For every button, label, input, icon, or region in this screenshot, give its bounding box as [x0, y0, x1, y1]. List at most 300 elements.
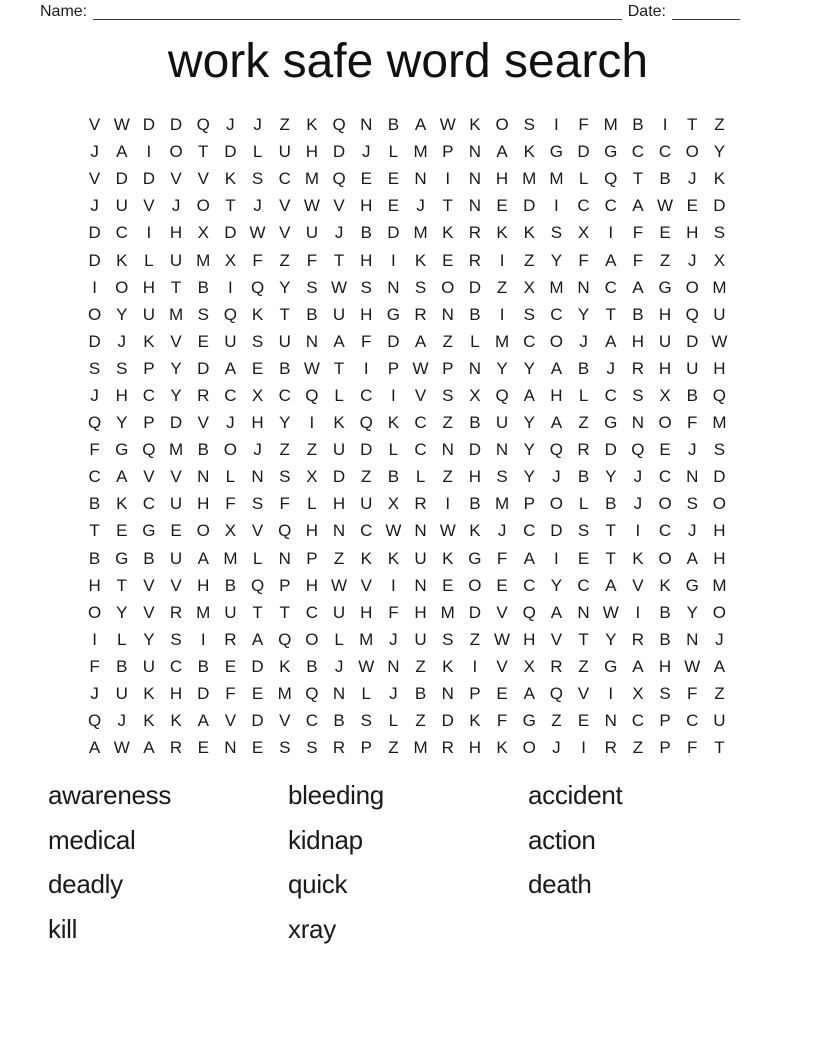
grid-letter: B: [605, 494, 617, 514]
grid-letter: V: [496, 602, 508, 622]
grid-letter: Y: [496, 358, 508, 378]
grid-letter: J: [253, 196, 262, 216]
grid-letter: N: [577, 277, 590, 297]
grid-letter: U: [305, 223, 319, 243]
grid-letter: T: [605, 548, 616, 568]
grid-letter: Y: [523, 413, 535, 433]
grid-letter: A: [333, 331, 345, 351]
grid-letter: I: [445, 494, 451, 514]
grid-letter: D: [604, 440, 617, 460]
grid-letter: Z: [578, 656, 589, 676]
grid-letter: T: [252, 602, 263, 622]
grid-letter: Z: [496, 277, 508, 297]
grid-letter: H: [115, 385, 128, 405]
grid-letter: B: [279, 358, 291, 378]
grid-letter: L: [470, 331, 480, 351]
grid-letter: Q: [549, 684, 564, 704]
grid-letter: F: [496, 548, 508, 568]
grid-letter: E: [387, 196, 400, 216]
grid-letter: J: [416, 196, 425, 216]
grid-letter: L: [388, 440, 399, 460]
grid-letter: J: [715, 629, 724, 649]
grid-letter: Z: [388, 738, 399, 758]
grid-letter: Y: [116, 602, 128, 622]
grid-letter: P: [659, 711, 671, 731]
grid-letter: E: [577, 548, 590, 568]
grid-letter: A: [414, 115, 427, 135]
grid-letter: Q: [332, 115, 346, 135]
grid-letter: X: [306, 467, 318, 487]
grid-letter: I: [309, 413, 315, 433]
grid-letter: N: [468, 169, 482, 189]
grid-letter: K: [251, 304, 264, 324]
grid-letter: N: [468, 196, 482, 216]
grid-letter: C: [305, 602, 319, 622]
grid-letter: G: [115, 548, 129, 568]
grid-letter: D: [224, 223, 237, 243]
grid-letter: H: [88, 575, 101, 595]
grid-letter: Q: [250, 575, 265, 595]
grid-letter: C: [278, 385, 291, 405]
grid-letter: J: [171, 196, 181, 216]
grid-letter: T: [279, 602, 290, 622]
grid-letter: Y: [686, 602, 698, 622]
grid-letter: E: [251, 684, 264, 704]
grid-letter: Q: [549, 440, 564, 460]
grid-letter: Z: [632, 738, 644, 758]
grid-letter: I: [554, 548, 559, 568]
grid-letter: Y: [170, 358, 182, 378]
grid-letter: F: [632, 250, 644, 270]
grid-letter: I: [581, 738, 586, 758]
grid-letter: L: [578, 169, 589, 189]
grid-letter: N: [441, 684, 454, 704]
grid-letter: I: [391, 250, 396, 270]
grid-letter: C: [360, 385, 373, 405]
grid-letter: R: [550, 656, 563, 676]
grid-letter: S: [659, 684, 671, 704]
grid-letter: Y: [116, 304, 128, 324]
grid-letter: L: [252, 548, 263, 568]
grid-letter: H: [305, 142, 319, 162]
grid-letter: H: [495, 169, 509, 189]
grid-letter: J: [90, 142, 99, 162]
grid-letter: B: [197, 656, 209, 676]
grid-letter: M: [359, 629, 374, 649]
grid-letter: G: [604, 413, 618, 433]
grid-letter: C: [414, 413, 427, 433]
grid-letter: A: [605, 331, 617, 351]
grid-letter: G: [604, 656, 618, 676]
grid-letter: V: [550, 629, 563, 649]
grid-letter: R: [631, 358, 645, 378]
grid-letter: S: [523, 115, 535, 135]
grid-letter: O: [196, 196, 210, 216]
grid-letter: D: [197, 358, 210, 378]
grid-letter: H: [305, 521, 319, 541]
grid-letter: S: [170, 629, 182, 649]
grid-letter: U: [169, 250, 183, 270]
grid-letter: Z: [415, 711, 426, 731]
grid-letter: Y: [279, 277, 291, 297]
grid-letter: M: [549, 277, 564, 297]
grid-letter: L: [388, 142, 399, 162]
grid-letter: P: [442, 142, 454, 162]
grid-letter: B: [414, 684, 427, 704]
grid-letter: D: [142, 115, 156, 135]
grid-letter: N: [686, 629, 699, 649]
grid-letter: D: [360, 440, 373, 460]
grid-letter: B: [686, 385, 698, 405]
grid-letter: I: [662, 115, 668, 135]
grid-letter: O: [87, 602, 102, 622]
grid-letter: T: [605, 521, 616, 541]
grid-letter: M: [494, 331, 510, 351]
grid-letter: U: [278, 331, 291, 351]
grid-letter: D: [686, 331, 699, 351]
grid-letter: W: [657, 196, 674, 216]
grid-letter: C: [686, 711, 699, 731]
grid-letter: J: [90, 684, 99, 704]
grid-letter: J: [687, 440, 697, 460]
grid-letter: D: [387, 223, 400, 243]
grid-letter: W: [113, 115, 130, 135]
grid-letter: R: [414, 494, 427, 514]
grid-letter: B: [143, 548, 155, 568]
grid-letter: G: [658, 277, 672, 297]
grid-letter: M: [196, 602, 211, 622]
grid-letter: Z: [306, 440, 318, 460]
grid-letter: Y: [170, 385, 182, 405]
grid-letter: S: [197, 304, 209, 324]
grid-letter: R: [577, 440, 590, 460]
grid-letter: B: [197, 277, 209, 297]
grid-letter: J: [226, 413, 235, 433]
grid-letter: R: [604, 738, 617, 758]
grid-letter: J: [606, 358, 615, 378]
grid-letter: S: [251, 494, 264, 514]
grid-letter: Q: [712, 385, 727, 405]
grid-letter: S: [116, 358, 128, 378]
grid-letter: H: [251, 413, 264, 433]
grid-letter: B: [632, 304, 644, 324]
grid-letter: L: [252, 142, 263, 162]
grid-letter: O: [712, 602, 727, 622]
grid-letter: I: [228, 277, 233, 297]
grid-letter: S: [279, 467, 291, 487]
grid-letter: E: [577, 711, 590, 731]
grid-letter: M: [413, 142, 428, 162]
grid-letter: O: [115, 277, 129, 297]
grid-letter: Y: [523, 467, 535, 487]
grid-letter: N: [441, 304, 454, 324]
grid-letter: P: [306, 548, 318, 568]
grid-letter: C: [142, 494, 156, 514]
grid-letter: K: [713, 169, 726, 189]
grid-letter: V: [143, 575, 155, 595]
grid-letter: W: [249, 223, 266, 243]
grid-letter: E: [496, 196, 508, 216]
grid-letter: K: [306, 115, 318, 135]
grid-letter: Z: [714, 115, 725, 135]
grid-letter: Y: [116, 413, 128, 433]
grid-letter: R: [169, 602, 183, 622]
grid-letter: E: [360, 169, 372, 189]
word-list-item: xray: [288, 913, 336, 944]
grid-letter: V: [170, 575, 182, 595]
grid-letter: J: [253, 115, 262, 135]
grid-letter: J: [334, 223, 344, 243]
grid-letter: L: [144, 250, 154, 270]
grid-letter: H: [360, 304, 373, 324]
grid-letter: V: [143, 467, 155, 487]
grid-letter: N: [360, 115, 373, 135]
grid-letter: G: [386, 304, 401, 324]
grid-letter: H: [631, 331, 645, 351]
grid-letter: T: [225, 196, 236, 216]
grid-letter: N: [414, 169, 427, 189]
grid-letter: F: [89, 440, 100, 460]
grid-letter: J: [633, 494, 643, 514]
grid-letter: J: [361, 142, 371, 162]
grid-letter: Y: [605, 467, 617, 487]
grid-letter: M: [413, 223, 428, 243]
grid-letter: K: [143, 331, 155, 351]
grid-letter: P: [659, 738, 671, 758]
grid-letter: G: [115, 440, 129, 460]
grid-letter: F: [225, 684, 236, 704]
grid-letter: M: [712, 575, 727, 595]
grid-letter: P: [143, 413, 155, 433]
grid-letter: V: [197, 413, 209, 433]
word-list-column: [528, 781, 768, 959]
grid-letter: B: [88, 494, 101, 514]
grid-letter: K: [116, 250, 128, 270]
grid-letter: R: [169, 738, 183, 758]
grid-letter: I: [608, 684, 614, 704]
grid-letter: U: [414, 629, 427, 649]
grid-letter: A: [116, 467, 128, 487]
grid-letter: C: [658, 467, 672, 487]
grid-letter: T: [89, 521, 100, 541]
grid-letter: S: [414, 277, 427, 297]
grid-letter: K: [414, 250, 427, 270]
grid-letter: V: [170, 331, 182, 351]
grid-letter: F: [361, 331, 372, 351]
grid-letter: J: [117, 331, 126, 351]
grid-letter: Q: [631, 440, 645, 460]
grid-letter: C: [631, 711, 645, 731]
grid-letter: N: [604, 711, 617, 731]
grid-letter: M: [168, 440, 184, 460]
grid-letter: Z: [333, 548, 345, 568]
grid-letter: N: [278, 548, 291, 568]
grid-letter: Q: [305, 684, 319, 704]
grid-letter: A: [632, 196, 644, 216]
grid-letter: V: [170, 467, 182, 487]
grid-letter: B: [306, 304, 318, 324]
grid-letter: H: [658, 656, 672, 676]
grid-letter: W: [331, 277, 348, 297]
grid-letter: I: [146, 142, 152, 162]
grid-letter: O: [685, 277, 699, 297]
grid-letter: S: [251, 169, 264, 189]
word-list-item: awareness: [48, 780, 172, 810]
grid-letter: A: [632, 656, 644, 676]
grid-letter: L: [578, 494, 589, 514]
grid-letter: C: [115, 223, 128, 243]
grid-letter: M: [223, 548, 238, 568]
grid-letter: D: [169, 115, 183, 135]
grid-letter: Z: [714, 684, 725, 704]
grid-letter: S: [279, 738, 291, 758]
grid-letter: H: [169, 684, 183, 704]
grid-letter: N: [495, 440, 509, 460]
grid-letter: P: [442, 358, 454, 378]
grid-letter: A: [550, 358, 563, 378]
grid-letter: Q: [278, 521, 292, 541]
grid-letter: V: [88, 169, 101, 189]
grid-letter: B: [659, 602, 671, 622]
grid-letter: T: [714, 738, 725, 758]
grid-letter: Z: [442, 467, 453, 487]
grid-letter: C: [523, 575, 536, 595]
grid-letter: O: [658, 413, 672, 433]
grid-letter: T: [632, 169, 644, 189]
grid-letter: N: [686, 467, 699, 487]
grid-letter: Z: [659, 250, 671, 270]
grid-letter: W: [113, 738, 130, 758]
grid-letter: I: [445, 169, 451, 189]
grid-letter: C: [414, 440, 427, 460]
grid-letter: D: [441, 711, 454, 731]
grid-letter: A: [88, 738, 101, 758]
grid-letter: K: [469, 711, 481, 731]
grid-letter: V: [577, 684, 590, 704]
grid-letter: S: [523, 304, 535, 324]
grid-letter: U: [278, 142, 291, 162]
grid-letter: M: [304, 169, 319, 189]
grid-letter: Q: [223, 304, 238, 324]
grid-letter: F: [89, 656, 100, 676]
grid-letter: K: [523, 223, 535, 243]
word-list-item: bleeding: [288, 780, 384, 810]
grid-letter: D: [387, 331, 400, 351]
grid-letter: F: [578, 115, 589, 135]
grid-letter: Y: [279, 413, 291, 433]
grid-letter: A: [550, 413, 563, 433]
grid-letter: I: [363, 358, 369, 378]
grid-letter: Q: [87, 413, 102, 433]
grid-letter: B: [659, 629, 671, 649]
grid-letter: I: [472, 656, 478, 676]
grid-letter: A: [523, 684, 535, 704]
grid-letter: D: [468, 277, 482, 297]
grid-letter: J: [687, 169, 697, 189]
grid-letter: U: [658, 331, 672, 351]
grid-letter: C: [523, 331, 536, 351]
grid-letter: I: [635, 602, 641, 622]
grid-letter: J: [552, 467, 561, 487]
grid-letter: Q: [142, 440, 156, 460]
grid-letter: W: [439, 521, 456, 541]
grid-letter: K: [442, 656, 454, 676]
grid-letter: I: [92, 629, 97, 649]
grid-letter: L: [415, 467, 426, 487]
grid-letter: I: [499, 250, 505, 270]
word-list-item: medical: [48, 824, 136, 855]
grid-letter: S: [251, 331, 264, 351]
grid-letter: P: [469, 684, 481, 704]
grid-letter: I: [146, 223, 152, 243]
grid-letter: S: [686, 494, 698, 514]
grid-letter: V: [88, 115, 101, 135]
grid-letter: N: [631, 413, 645, 433]
grid-letter: G: [522, 711, 536, 731]
grid-letter: F: [687, 684, 698, 704]
grid-letter: J: [90, 385, 99, 405]
grid-letter: J: [687, 250, 697, 270]
grid-letter: D: [523, 196, 536, 216]
grid-letter: H: [468, 738, 482, 758]
grid-letter: K: [632, 548, 644, 568]
grid-letter: U: [224, 331, 237, 351]
grid-letter: W: [494, 629, 511, 649]
grid-letter: E: [170, 521, 182, 541]
grid-letter: J: [687, 521, 697, 541]
grid-letter: M: [277, 684, 292, 704]
grid-letter: A: [550, 602, 563, 622]
grid-letter: I: [608, 223, 614, 243]
grid-letter: Y: [143, 629, 155, 649]
grid-letter: A: [143, 738, 155, 758]
grid-letter: X: [523, 277, 535, 297]
grid-letter: O: [549, 331, 564, 351]
grid-letter: Q: [305, 385, 319, 405]
grid-letter: H: [197, 494, 210, 514]
grid-letter: V: [251, 521, 264, 541]
grid-letter: L: [117, 629, 127, 649]
grid-letter: X: [224, 521, 237, 541]
grid-letter: A: [224, 358, 237, 378]
grid-letter: V: [279, 196, 291, 216]
grid-letter: A: [116, 142, 128, 162]
grid-letter: R: [468, 223, 482, 243]
grid-letter: N: [224, 738, 237, 758]
grid-letter: W: [303, 196, 320, 216]
grid-letter: H: [305, 575, 319, 595]
page-title: work safe word search: [167, 35, 649, 88]
grid-letter: Q: [495, 385, 509, 405]
word-list-item: quick: [288, 869, 348, 900]
word-list-item: death: [528, 869, 592, 900]
grid-letter: A: [197, 711, 209, 731]
grid-letter: H: [658, 358, 672, 378]
grid-letter: X: [469, 385, 481, 405]
grid-letter: A: [523, 385, 535, 405]
grid-letter: H: [713, 521, 726, 541]
grid-letter: N: [468, 142, 482, 162]
grid-letter: B: [577, 358, 590, 378]
grid-letter: U: [713, 711, 726, 731]
word-search-grid: [81, 111, 733, 761]
grid-letter: R: [414, 304, 427, 324]
word-list-item: deadly: [48, 869, 123, 900]
grid-letter: O: [658, 548, 672, 568]
grid-letter: U: [414, 548, 427, 568]
grid-letter: X: [713, 250, 726, 270]
grid-letter: M: [522, 169, 537, 189]
